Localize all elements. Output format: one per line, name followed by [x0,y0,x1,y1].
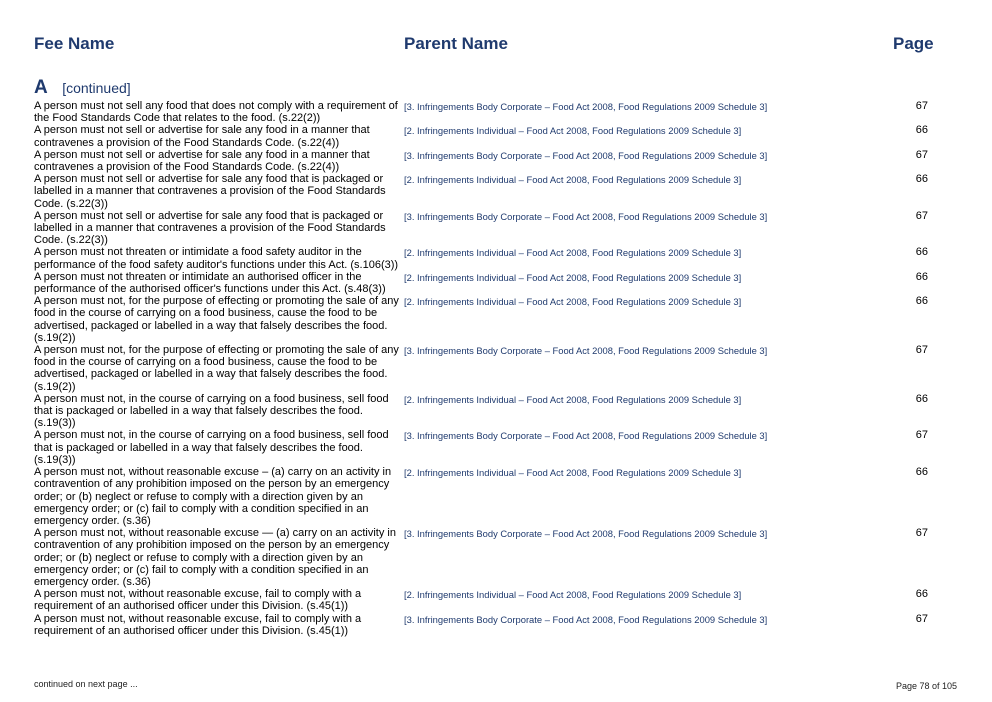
table-row [34,393,964,430]
page-number-cell: 67 [915,100,928,112]
parent-name-link[interactable]: [3. Infringements Body Corporate – Food Act 2008, Food Regulations 2009 Schedule 3] [404,613,768,625]
fee-name-cell: A person must not sell or advertise for sale any food that is packaged or labelled in a manner that contravenes a provision of the Food Standards Code. (s.22(3)) [34,209,386,247]
fee-name-header: Fee Name [34,34,115,53]
section-continued-label: [continued] [62,80,131,96]
table-row [34,588,964,612]
fee-name-cell: A person must not, in the course of carrying on a food business, sell food that is packaged or labelled in a way that falsely describes the food. (s.19(3)) [34,429,389,466]
parent-name-link[interactable]: [3. Infringements Body Corporate – Food Act 2008, Food Regulations 2009 Schedule 3] [404,101,768,112]
section-heading [34,77,131,99]
table-row [34,271,964,295]
table-row [34,613,964,637]
page-number-cell: 66 [915,124,928,137]
table-row [34,429,964,466]
page-number-cell: 67 [915,344,928,357]
parent-name-link[interactable]: [2. Infringements Individual – Food Act 2008, Food Regulations 2009 Schedule 3] [404,296,742,308]
fee-name-cell: A person must not, without reasonable excuse – (a) carry on an activity in contravention of any prohibition imposed on the person by an emergency order; or (b) neglect or refuse to comply with a direction given by an emergency order; or (c) fail to comply with a condition specified in an emergency order. (s.36) [34,466,392,527]
continued-note: continued on next page ... [34,679,138,689]
section-letter: A [34,77,48,98]
parent-name-link[interactable]: [2. Infringements Individual – Food Act 2008, Food Regulations 2009 Schedule 3] [404,467,742,479]
parent-name-link[interactable]: [2. Infringements Individual – Food Act 2008, Food Regulations 2009 Schedule 3] [404,174,742,186]
page-indicator: Page 78 of 105 [896,681,958,691]
page-number-cell: 67 [915,612,928,625]
fee-name-cell: A person must not sell or advertise for sale any food that is packaged or labelled in a manner that contravenes a provision of the Food Standards Code. (s.22(3)) [34,173,386,210]
page-number-cell: 66 [915,173,928,186]
page-number-cell: 66 [915,466,928,479]
fee-name-cell: A person must not, without reasonable excuse, fail to comply with a requirement of an authorised officer under this Division. (s.45(1)) [34,588,362,613]
table-row [34,100,964,124]
page-number-cell: 66 [915,270,928,283]
fee-name-cell: A person must not threaten or intimidate a food safety auditor in the performance of the food safety auditor's functions under this Act. (s.106(3)) [34,246,399,271]
page-number-cell: 67 [915,209,928,222]
table-row [34,344,964,393]
page-number-cell: 67 [915,429,928,442]
parent-name-link[interactable]: [3. Infringements Body Corporate – Food Act 2008, Food Regulations 2009 Schedule 3] [404,345,768,357]
page-number-cell: 66 [915,246,928,259]
page-number-cell: 67 [915,148,928,161]
fee-name-cell: A person must not threaten or intimidate an authorised officer in the performance of the authorised officer's functions under this Act. (s.48(3)) [34,270,386,296]
fee-name-cell: A person must not, for the purpose of effecting or promoting the sale of any food in the course of carrying on a food business, cause the food to be advertised, packaged or labelled in a way that falsely describes the food. (s.19(2)) [34,344,399,393]
page-header: Page [893,34,934,53]
fee-name-cell: A person must not sell any food that does not comply with a requirement of the Food Standards Code that relates to the food. (s.22(2)) [34,100,398,125]
parent-name-link[interactable]: [2. Infringements Individual – Food Act 2008, Food Regulations 2009 Schedule 3] [404,125,742,137]
parent-name-header: Parent Name [404,34,508,53]
fee-name-cell: A person must not, without reasonable excuse, fail to comply with a requirement of an authorised officer under this Division. (s.45(1)) [34,612,362,637]
parent-name-link[interactable]: [3. Infringements Body Corporate – Food Act 2008, Food Regulations 2009 Schedule 3] [404,528,768,540]
table-row [34,295,964,344]
fee-name-cell: A person must not, without reasonable excuse — (a) carry on an activity in contravention of any prohibition imposed on the person by an emergency order; or (b) neglect or refuse to comply with a direction given by an emergency order; or (c) fail to comply with a condition specified in an emergency order. (s.36) [34,527,396,588]
parent-name-link[interactable]: [2. Infringements Individual – Food Act 2008, Food Regulations 2009 Schedule 3] [404,247,742,259]
parent-name-link[interactable]: [2. Infringements Individual – Food Act 2008, Food Regulations 2009 Schedule 3] [404,271,742,283]
parent-name-link[interactable]: [3. Infringements Body Corporate – Food Act 2008, Food Regulations 2009 Schedule 3] [404,210,768,222]
fee-name-cell: A person must not sell or advertise for sale any food in a manner that contravenes a provision of the Food Standards Code. (s.22(4)) [34,148,370,174]
table-row [34,246,964,270]
parent-name-link[interactable]: [2. Infringements Individual – Food Act 2008, Food Regulations 2009 Schedule 3] [404,589,742,601]
parent-name-link[interactable]: [3. Infringements Body Corporate – Food Act 2008, Food Regulations 2009 Schedule 3] [404,149,768,161]
page-number-cell: 66 [915,295,928,308]
page-number-cell: 66 [915,588,928,601]
parent-name-link[interactable]: [2. Infringements Individual – Food Act 2008, Food Regulations 2009 Schedule 3] [404,393,742,405]
table-row [34,173,964,210]
fee-name-cell: A person must not, for the purpose of effecting or promoting the sale of any food in the course of carrying on a food business, cause the food to be advertised, packaged or labelled in a way that falsely describes the food. (s.19(2)) [34,295,399,344]
page-number-cell: 66 [915,392,928,405]
table-row [34,149,964,173]
fee-table [34,100,964,637]
parent-name-link[interactable]: [3. Infringements Body Corporate – Food Act 2008, Food Regulations 2009 Schedule 3] [404,430,768,442]
table-row [34,124,964,148]
page-number-cell: 67 [915,527,928,540]
fee-name-cell: A person must not sell or advertise for sale any food in a manner that contravenes a provision of the Food Standards Code. (s.22(4)) [34,124,370,149]
table-row [34,466,964,527]
table-row [34,527,964,588]
table-row [34,210,964,247]
fee-name-cell: A person must not, in the course of carrying on a food business, sell food that is packaged or labelled in a way that falsely describes the food. (s.19(3)) [34,392,389,430]
